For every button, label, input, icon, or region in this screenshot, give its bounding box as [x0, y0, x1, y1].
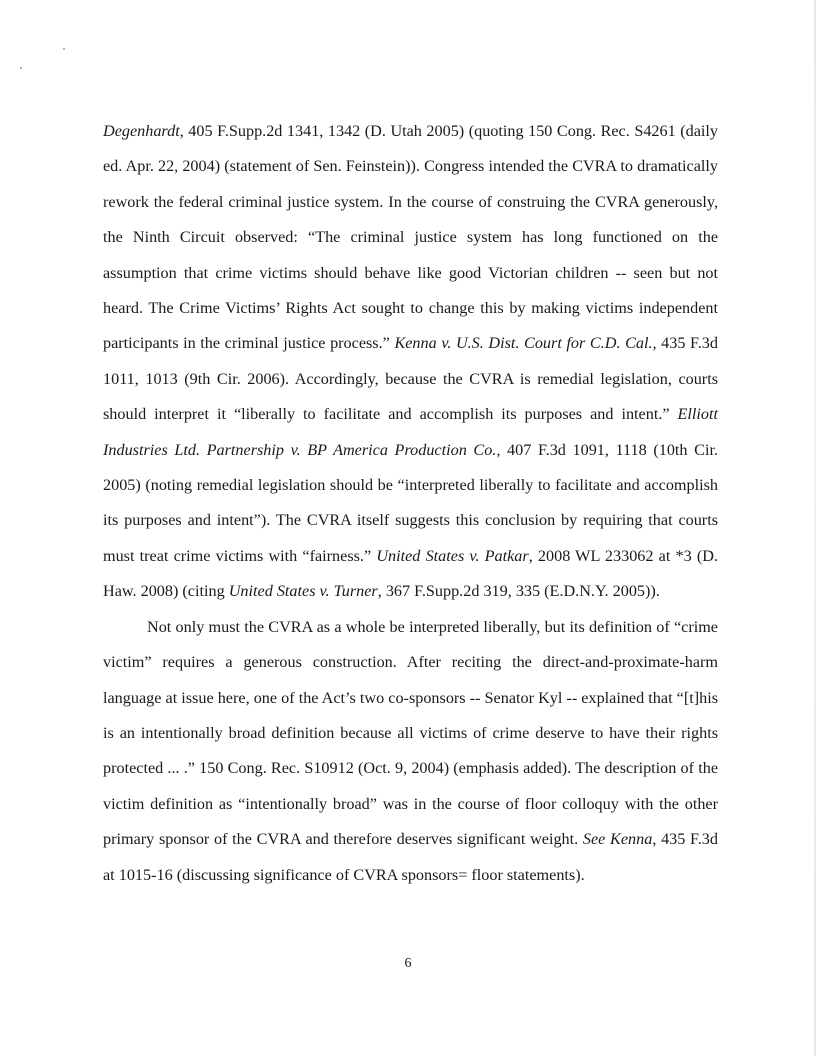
- page-number: 6: [404, 956, 412, 971]
- paragraph-2: [103, 610, 718, 893]
- text-run: Not only must the CVRA as a whole be interpreted liberally, but its definition of “crime victim” requires a generous construction. After reciting the direct-and-proximate-harm language at issue here, one of the Act’s two co-sponsors -- Senator Kyl -- explained that “[t]his is an intentionally broad definition because all victims of crime deserve to have their rights protected ... .” 150 Cong. Rec. S10912 (Oct. 9, 2004) (emphasis added). The description of the victim definition as “intentionally broad” was in the course of floor colloquy with the other primary sponsor of the CVRA and therefore deserves significant weight.: [103, 617, 718, 849]
- body-text: [103, 114, 718, 893]
- citation-italic: Elliott Industries Ltd. Partnership v. BP America Production Co.,: [103, 405, 718, 459]
- text-run: , 405 F.Supp.2d 1341, 1342 (D. Utah 2005) (quoting 150 Cong. Rec. S4261 (daily ed. Apr. 22, 2004) (statement of Sen. Feinstein)). Congress intended the CVRA to dramatically rework the federal criminal justice system. In the course of construing the CVRA generously, the Ninth Circuit observed: “The criminal justice system has long functioned on the assumption that crime victims should behave like good Victorian children -- seen but not heard. The Crime Victims’ Rights Act sought to change this by making victims independent participants in the criminal justice process.”: [103, 122, 718, 353]
- citation-italic: United States v. Turner: [228, 582, 378, 601]
- scan-speck: [20, 67, 22, 69]
- citation-italic: Kenna v. U.S. Dist. Court for C.D. Cal.,: [394, 334, 657, 353]
- citation-italic: See Kenna: [582, 830, 653, 849]
- text-run: 435 F.3d 1011, 1013 (9th Cir. 2006). Accordingly, because the CVRA is remedial legislation, courts should interpret it “liberally to facilitate and accomplish its purposes and intent.”: [103, 334, 718, 424]
- text-run: , 2008 WL 233062 at *3 (D. Haw. 2008) (citing: [103, 546, 718, 601]
- citation-italic: Degenhardt: [103, 122, 180, 140]
- paragraph-1: [103, 114, 718, 610]
- scan-speck: [63, 48, 65, 50]
- text-run: , 367 F.Supp.2d 319, 335 (E.D.N.Y. 2005)).: [377, 582, 660, 601]
- text-run: 407 F.3d 1091, 1118 (10th Cir. 2005) (noting remedial legislation should be “interpreted liberally to facilitate and accomplish its purposes and intent”). The CVRA itself suggests this conclusion by requiring that courts must treat crime victims with “fairness.”: [103, 440, 718, 565]
- citation-italic: United States v. Patkar: [376, 546, 529, 565]
- text-run: , 435 F.3d at 1015-16 (discussing significance of CVRA sponsors= floor statements).: [103, 830, 718, 884]
